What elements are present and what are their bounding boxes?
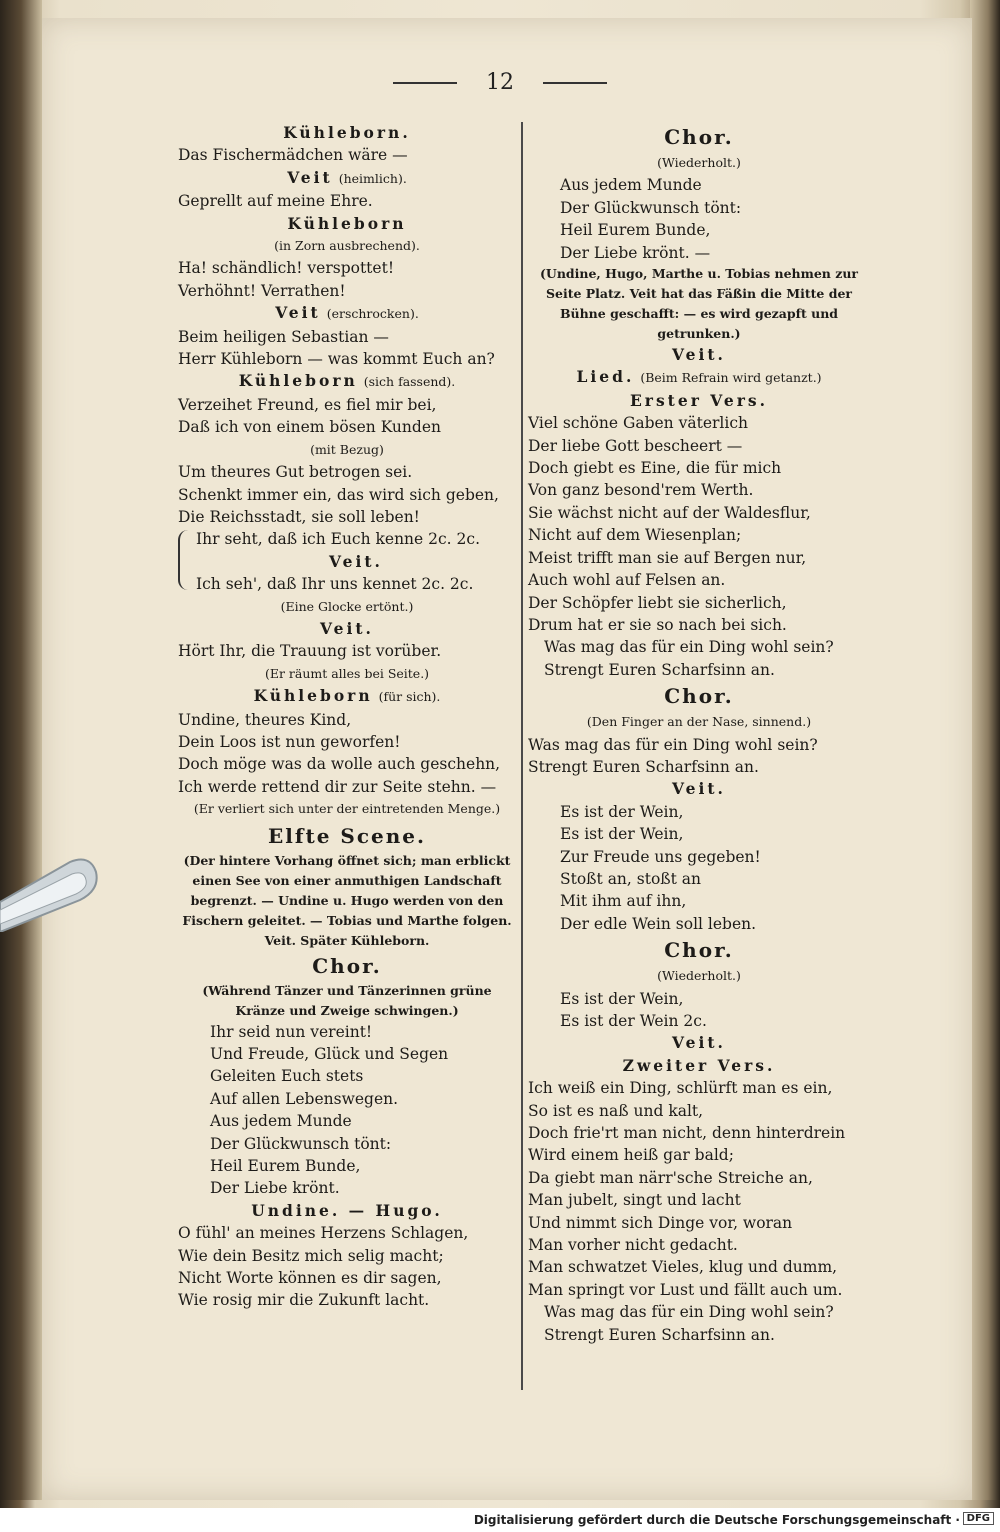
- speaker-name: [528, 366, 870, 389]
- line-text: Undine. — Hugo.: [251, 1200, 443, 1220]
- verse-line: [178, 1133, 516, 1155]
- line-text: Veit.: [672, 779, 726, 799]
- line-text: Chor.: [664, 125, 734, 149]
- column-divider: [521, 122, 523, 1390]
- speaker-name: [178, 167, 516, 190]
- verse-line: [528, 659, 870, 681]
- line-text: (Er räumt alles bei Seite.): [264, 665, 430, 681]
- line-text: Beim heiligen Sebastian —: [178, 327, 389, 346]
- stage-note: (heimlich).: [338, 170, 407, 186]
- line-text: Drum hat er sie so nach bei sich.: [528, 615, 787, 634]
- line-text: Verhöhnt! Verrathen!: [178, 281, 346, 300]
- text-line: [528, 502, 870, 524]
- text-line: [528, 412, 870, 434]
- line-text: Veit.: [672, 1033, 726, 1053]
- text-line: [528, 1256, 870, 1278]
- line-text: Schenkt immer ein, das wird sich geben,: [178, 485, 499, 504]
- line-text: Man jubelt, singt und lacht: [528, 1191, 741, 1210]
- line-text: Und nimmt sich Dinge vor, woran: [528, 1213, 793, 1232]
- text-line: [528, 1144, 870, 1166]
- text-line: [178, 280, 516, 302]
- text-line: [528, 435, 870, 457]
- line-text: Nicht auf dem Wiesenplan;: [528, 526, 742, 545]
- section-heading: [528, 681, 870, 711]
- verse-line: [528, 636, 870, 658]
- line-text: Es ist der Wein,: [560, 825, 684, 844]
- line-text: (Eine Glocke ertönt.): [280, 598, 414, 614]
- left-column: [178, 122, 516, 1312]
- verse-line: [528, 174, 870, 196]
- line-text: Wie rosig mir die Zukunft lacht.: [178, 1291, 430, 1310]
- verse-line: [528, 913, 870, 935]
- line-text: Strengt Euren Scharfsinn an.: [544, 660, 775, 679]
- verse-line: [178, 1065, 516, 1087]
- line-text: Kühleborn: [253, 686, 373, 706]
- line-text: Das Fischermädchen wäre —: [178, 146, 408, 165]
- text-line: [178, 640, 516, 662]
- line-text: Ha! schändlich! verspottet!: [178, 259, 395, 278]
- verse-line: [178, 1088, 516, 1110]
- verse-line: [528, 219, 870, 241]
- text-line: [528, 1234, 870, 1256]
- line-text: Was mag das für ein Ding wohl sein?: [544, 638, 834, 657]
- stage-direction: [528, 264, 870, 344]
- line-text: Da giebt man närr'sche Streiche an,: [528, 1168, 813, 1187]
- line-text: Die Reichsstadt, sie soll leben!: [178, 507, 420, 526]
- speaker-name: [178, 122, 516, 144]
- text-line: [178, 1289, 516, 1311]
- line-text: Um theures Gut betrogen sei.: [178, 463, 413, 482]
- speaker-name: [178, 213, 516, 235]
- line-text: Was mag das für ein Ding wohl sein?: [528, 735, 818, 754]
- line-text: Verzeihet Freund, es fiel mir bei,: [178, 395, 437, 414]
- line-text: Der Glückwunsch tönt:: [210, 1134, 392, 1153]
- line-text: Doch möge was da wolle auch geschehn,: [178, 755, 501, 774]
- section-heading: [178, 821, 516, 851]
- text-line: [178, 753, 516, 775]
- text-line: [178, 326, 516, 348]
- page-header: [0, 70, 1000, 95]
- text-line: [528, 614, 870, 636]
- text-line: [178, 190, 516, 212]
- line-text: O fühl' an meines Herzens Schlagen,: [178, 1224, 469, 1243]
- text-line: [178, 484, 516, 506]
- verse-line: [528, 197, 870, 219]
- line-text: Chor.: [312, 953, 382, 978]
- line-text: (Wiederholt.): [657, 155, 741, 170]
- page-number: 12: [486, 70, 514, 95]
- text-line: [178, 506, 516, 528]
- text-line: [528, 756, 870, 778]
- text-line: [528, 1122, 870, 1144]
- verse-line: [528, 1301, 870, 1323]
- line-text: Veit: [275, 303, 321, 323]
- line-text: Veit.: [672, 345, 726, 365]
- page-edge: [970, 0, 1000, 1500]
- section-heading: [528, 122, 870, 152]
- line-text: Veit: [287, 167, 333, 187]
- text-line: [178, 348, 516, 370]
- line-text: Sie wächst nicht auf der Waldesflur,: [528, 503, 811, 522]
- text-line: [528, 569, 870, 591]
- text-line: [528, 1167, 870, 1189]
- line-text: Geleiten Euch stets: [210, 1067, 364, 1086]
- line-text: Man vorher nicht gedacht.: [528, 1236, 738, 1255]
- speaker-name: [178, 370, 516, 393]
- text-line: [528, 592, 870, 614]
- text-line: [178, 416, 516, 438]
- brace-group: [178, 528, 516, 595]
- line-text: Stoßt an, stoßt an: [560, 869, 702, 888]
- stage-note: (sich fassend).: [363, 374, 456, 390]
- line-text: So ist es naß und kalt,: [528, 1101, 704, 1120]
- verse-line: [178, 1110, 516, 1132]
- line-text: Strengt Euren Scharfsinn an.: [528, 757, 759, 776]
- stage-direction: [178, 596, 516, 618]
- stage-note: (Beim Refrain wird getanzt.): [640, 370, 822, 386]
- line-text: Aus jedem Munde: [210, 1112, 352, 1131]
- text-line: [178, 257, 516, 279]
- line-text: Und Freude, Glück und Segen: [210, 1045, 449, 1063]
- line-text: (Er verliert sich unter der eintretenden Menge.): [193, 801, 501, 817]
- verse-line: [528, 1010, 870, 1032]
- line-text: Man schwatzet Vieles, klug und dumm,: [528, 1258, 838, 1277]
- line-text: Aus jedem Munde: [560, 176, 702, 195]
- line-text: Der Liebe krönt. —: [560, 243, 711, 262]
- speaker-name: [528, 1032, 870, 1054]
- text-line: [528, 1077, 870, 1099]
- text-line: [528, 524, 870, 546]
- text-line: [178, 709, 516, 731]
- line-text: (mit Bezug): [310, 441, 384, 457]
- speaker-name: [178, 302, 516, 325]
- speaker-name: [528, 1055, 870, 1077]
- text-line: [528, 457, 870, 479]
- text-line: [528, 1279, 870, 1301]
- right-column: [528, 122, 870, 1346]
- line-text: Der Schöpfer liebt sie sicherlich,: [528, 593, 787, 612]
- line-text: Meist trifft man sie auf Bergen nur,: [528, 548, 807, 567]
- line-text: (in Zorn ausbrechend).: [274, 238, 420, 254]
- line-text: Ihr seid nun vereint!: [210, 1022, 373, 1041]
- text-line: [178, 1267, 516, 1289]
- line-text: Heil Eurem Bunde,: [210, 1157, 361, 1176]
- footer-bar: [0, 1508, 1000, 1532]
- text-line: [178, 461, 516, 483]
- line-text: Doch giebt es Eine, die für mich: [528, 459, 782, 478]
- line-text: Ich werde rettend dir zur Seite stehn. —: [178, 777, 497, 796]
- stage-direction: [178, 798, 516, 820]
- speaker-name: [528, 390, 870, 412]
- text-line: [178, 776, 516, 798]
- text-line: [528, 1189, 870, 1211]
- text-line: [528, 1212, 870, 1234]
- line-text: Undine, theures Kind,: [178, 710, 352, 729]
- line-text: Von ganz besond'rem Werth.: [528, 481, 754, 500]
- line-text: (Undine, Hugo, Marthe u. Tobias nehmen zur Seite Platz. Veit hat das Fäßin die Mitte der Bühne geschafft: — es wird gezapft und getrunken.): [540, 266, 858, 342]
- verse-line: [528, 868, 870, 890]
- stage-direction: [178, 981, 516, 1021]
- line-text: Der edle Wein soll leben.: [560, 914, 757, 933]
- text-line: [528, 1100, 870, 1122]
- speaker-name: [528, 344, 870, 366]
- line-text: Daß ich von einem bösen Kunden: [178, 418, 441, 437]
- line-text: (Den Finger an der Nase, sinnend.): [586, 714, 812, 730]
- verse-line: [528, 988, 870, 1010]
- speaker-name: [178, 618, 516, 640]
- line-text: Es ist der Wein,: [560, 802, 684, 821]
- line-text: (Der hintere Vorhang öffnet sich; man erblickt einen See von einer anmuthigen Landschaft begrenzt. — Undine u. Hugo werden von den Fischern geleitet. — Tobias und Marthe folgen. Veit. Später Kühleborn.: [182, 852, 512, 948]
- text-line: Ihr seht, daß ich Euch kenne 2c. 2c.: [196, 530, 481, 549]
- section-heading: [528, 935, 870, 965]
- line-text: Es ist der Wein 2c.: [560, 1012, 707, 1030]
- speaker-name: [528, 778, 870, 800]
- text-line: [178, 144, 516, 166]
- line-text: Elfte Scene.: [268, 823, 426, 848]
- line-text: Herr Kühleborn — was kommt Euch an?: [178, 350, 495, 369]
- stage-direction: [178, 439, 516, 461]
- stage-direction: [178, 235, 516, 257]
- line-text: Veit.: [320, 618, 374, 638]
- line-text: Der Glückwunsch tönt:: [560, 198, 742, 217]
- line-text: Kühleborn: [238, 371, 358, 391]
- line-text: Zur Freude uns gegeben!: [560, 847, 761, 866]
- paper-clip: [0, 842, 110, 932]
- header-rule: [393, 82, 457, 84]
- text-line: [178, 1222, 516, 1244]
- stage-direction: [528, 152, 870, 174]
- line-text: Chor.: [664, 938, 734, 963]
- book-spine: [0, 0, 42, 1500]
- line-text: Mit ihm auf ihn,: [560, 892, 687, 911]
- line-text: Chor.: [664, 684, 734, 709]
- text-line: [178, 394, 516, 416]
- verse-line: [178, 1043, 516, 1065]
- verse-line: [528, 823, 870, 845]
- line-text: Auf allen Lebenswegen.: [210, 1089, 399, 1108]
- line-text: Strengt Euren Scharfsinn an.: [544, 1325, 775, 1344]
- line-text: Man springt vor Lust und fällt auch um.: [528, 1280, 843, 1299]
- text-line: [528, 479, 870, 501]
- text-line: [528, 734, 870, 756]
- line-text: Wird einem heiß gar bald;: [528, 1146, 734, 1165]
- footer-credit: Digitalisierung gefördert durch die Deutsche Forschungsgemeinschaft ·: [473, 1513, 960, 1527]
- verse-line: [528, 1324, 870, 1346]
- verse-line: [528, 890, 870, 912]
- line-text: Nicht Worte können es dir sagen,: [178, 1269, 442, 1288]
- verse-line: [528, 801, 870, 823]
- line-text: Viel schöne Gaben väterlich: [528, 414, 748, 433]
- line-text: Heil Eurem Bunde,: [560, 221, 711, 240]
- line-text: Erster Vers.: [629, 390, 769, 410]
- text-line: [178, 1245, 516, 1267]
- line-text: Kühleborn: [287, 213, 407, 233]
- line-text: (Während Tänzer und Tänzerinnen grüne Kränze und Zweige schwingen.): [202, 982, 492, 1018]
- line-text: (Wiederholt.): [657, 968, 741, 984]
- line-text: Es ist der Wein,: [560, 989, 684, 1008]
- line-text: Der liebe Gott bescheert —: [528, 436, 743, 455]
- verse-line: [178, 1021, 516, 1043]
- text-line: [528, 547, 870, 569]
- dfg-logo: DFG: [963, 1512, 994, 1525]
- line-text: Wie dein Besitz mich selig macht;: [178, 1246, 444, 1265]
- line-text: Auch wohl auf Felsen an.: [528, 571, 726, 590]
- stage-note: (erschrocken).: [326, 306, 419, 322]
- text-line: Ich seh', daß Ihr uns kennet 2c. 2c.: [196, 575, 474, 594]
- section-heading: [178, 951, 516, 981]
- speaker-name: Veit.: [329, 551, 383, 571]
- line-text: Zweiter Vers.: [622, 1055, 776, 1075]
- verse-line: [528, 242, 870, 264]
- line-text: Geprellt auf meine Ehre.: [178, 192, 373, 211]
- text-line: [178, 731, 516, 753]
- brace: [178, 530, 190, 590]
- line-text: Dein Loos ist nun geworfen!: [178, 732, 401, 751]
- stage-direction: [178, 663, 516, 685]
- verse-line: [528, 846, 870, 868]
- verse-line: [178, 1155, 516, 1177]
- line-text: Lied.: [576, 367, 635, 387]
- stage-direction: [528, 965, 870, 987]
- verse-line: [178, 1177, 516, 1199]
- line-text: Doch frie'rt man nicht, denn hinterdrein: [528, 1124, 846, 1143]
- speaker-name: [178, 685, 516, 708]
- line-text: Was mag das für ein Ding wohl sein?: [544, 1303, 834, 1322]
- line-text: Hört Ihr, die Trauung ist vorüber.: [178, 642, 442, 661]
- stage-direction: [178, 851, 516, 951]
- speaker-name: [178, 1200, 516, 1222]
- line-text: Kühleborn.: [283, 123, 411, 142]
- line-text: Der Liebe krönt.: [210, 1179, 340, 1198]
- line-text: Ich weiß ein Ding, schlürft man es ein,: [528, 1079, 833, 1098]
- stage-direction: [528, 711, 870, 733]
- stage-note: (für sich).: [378, 689, 441, 705]
- header-rule: [543, 82, 607, 84]
